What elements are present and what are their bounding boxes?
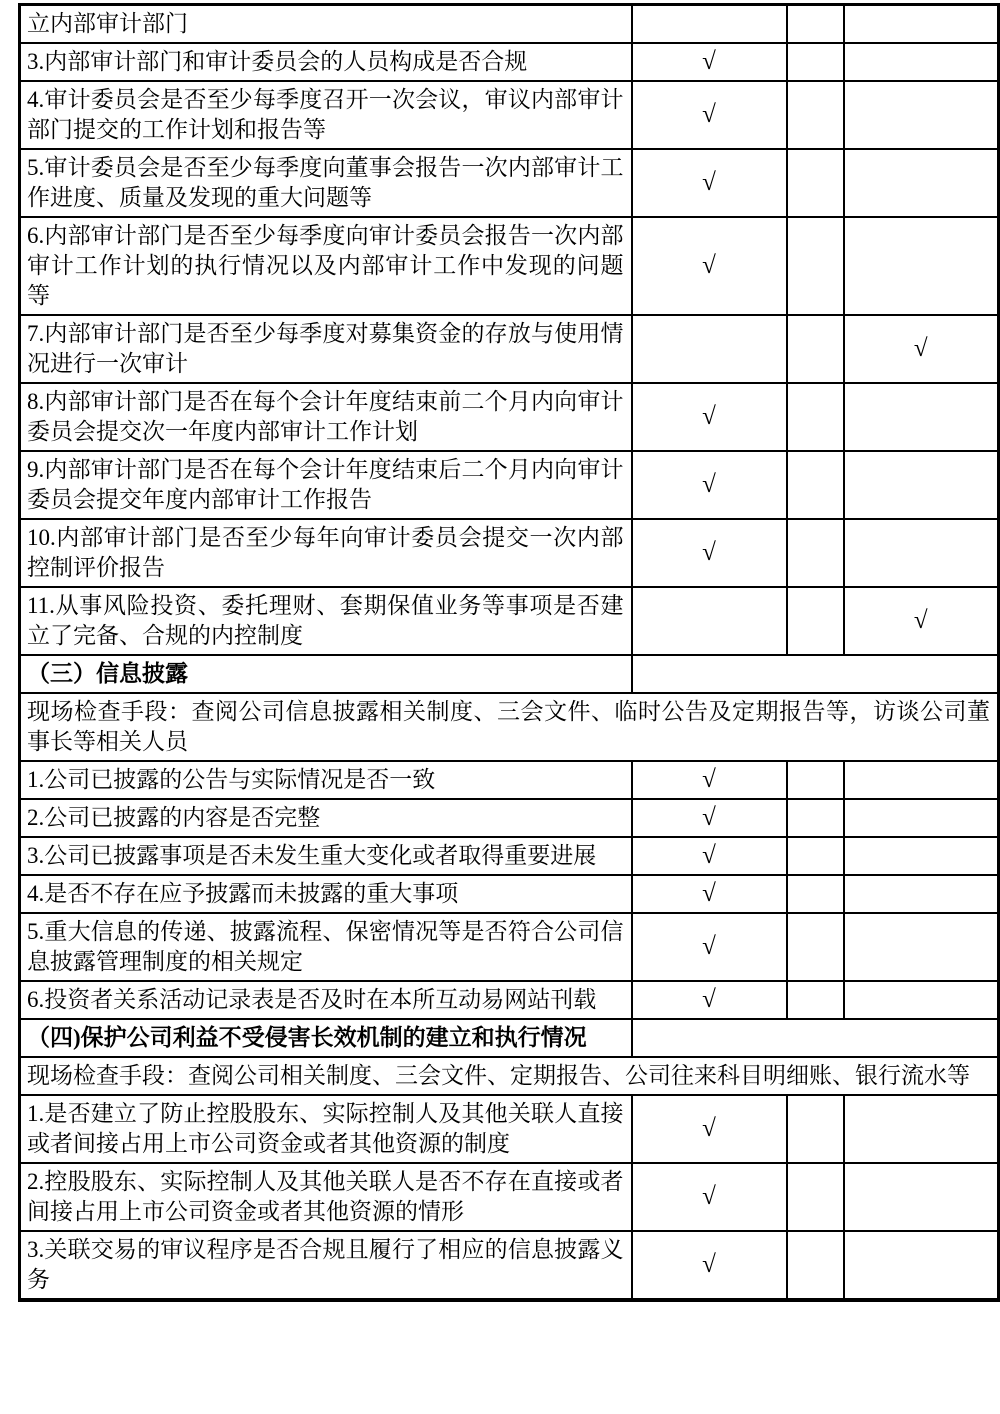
check-mark: √: [702, 48, 716, 75]
check-cell-3: [844, 1163, 999, 1231]
section-title: （四)保护公司利益不受侵害长效机制的建立和执行情况: [20, 1019, 632, 1057]
check-mark: √: [913, 607, 928, 634]
item-text: 立内部审计部门: [20, 5, 632, 44]
item-text: 2.公司已披露的内容是否完整: [20, 799, 632, 837]
check-cell-2: [787, 217, 844, 315]
item-text: 8.内部审计部门是否在每个会计年度结束前二个月内向审计委员会提交次一年度内部审计工作计划: [20, 383, 632, 451]
check-cell-1: [632, 81, 787, 149]
check-cell-2: [787, 43, 844, 81]
item-text: 5.审计委员会是否至少每季度向董事会报告一次内部审计工作进度、质量及发现的重大问题等: [20, 149, 632, 217]
check-cell-3: [844, 5, 999, 44]
item-text: 5.重大信息的传递、披露流程、保密情况等是否符合公司信息披露管理制度的相关规定: [20, 913, 632, 981]
check-cell-3: [844, 875, 999, 913]
check-cell-3: [844, 43, 999, 81]
inspection-method-row: [20, 693, 999, 761]
check-cell-1: [632, 43, 787, 81]
check-cell-1: [632, 837, 787, 875]
check-cell-2: [787, 81, 844, 149]
checklist-item-row: [20, 981, 999, 1019]
item-text: 1.公司已披露的公告与实际情况是否一致: [20, 761, 632, 799]
check-cell-2: [787, 383, 844, 451]
table-body: [20, 5, 999, 1301]
check-cell-2: [787, 875, 844, 913]
checklist-item-row: [20, 383, 999, 451]
check-cell-2: [787, 1163, 844, 1231]
checklist-item-row: [20, 761, 999, 799]
item-text: 7.内部审计部门是否至少每季度对募集资金的存放与使用情况进行一次审计: [20, 315, 632, 383]
check-mark: √: [702, 804, 716, 831]
check-cell-1: [632, 875, 787, 913]
check-mark: √: [702, 1183, 716, 1210]
checklist-item-row: [20, 799, 999, 837]
checklist-item-row: [20, 149, 999, 217]
check-cell-2: [787, 799, 844, 837]
item-text: 10.内部审计部门是否至少每年向审计委员会提交一次内部控制评价报告: [20, 519, 632, 587]
check-cell-3: [844, 519, 999, 587]
checklist-item-row: [20, 5, 999, 44]
check-cell-3: [844, 451, 999, 519]
item-text: 11.从事风险投资、委托理财、套期保值业务等事项是否建立了完备、合规的内控制度: [20, 587, 632, 655]
check-cell-3: [844, 1231, 999, 1300]
check-cell-1: [632, 5, 787, 44]
check-mark: √: [702, 986, 716, 1013]
check-mark: √: [702, 842, 716, 869]
item-text: 3.内部审计部门和审计委员会的人员构成是否合规: [20, 43, 632, 81]
check-cell-3: [844, 383, 999, 451]
check-cell-1: [632, 1163, 787, 1231]
checklist-item-row: [20, 1231, 999, 1300]
check-cell-3: [844, 587, 999, 655]
check-mark: √: [702, 403, 716, 430]
check-cell-1: [632, 1231, 787, 1300]
check-mark: √: [702, 1115, 716, 1142]
item-text: 6.投资者关系活动记录表是否及时在本所互动易网站刊载: [20, 981, 632, 1019]
checklist-item-row: [20, 913, 999, 981]
check-cell-3: [844, 1095, 999, 1163]
check-mark: √: [702, 880, 716, 907]
check-cell-3: [844, 837, 999, 875]
check-cell-2: [787, 761, 844, 799]
checklist-item-row: [20, 315, 999, 383]
check-cell-3: [844, 761, 999, 799]
check-cell-2: [787, 1095, 844, 1163]
check-cell-2: [787, 1231, 844, 1300]
check-cell-1: [632, 383, 787, 451]
checklist-item-row: [20, 837, 999, 875]
inspection-method-text: 现场检查手段：查阅公司相关制度、三会文件、定期报告、公司往来科目明细账、银行流水等: [20, 1057, 999, 1095]
check-mark: √: [702, 169, 716, 196]
checklist-item-row: [20, 519, 999, 587]
check-cell-1: [632, 761, 787, 799]
check-mark: √: [702, 101, 716, 128]
check-cell-3: [844, 81, 999, 149]
checklist-item-row: [20, 1095, 999, 1163]
check-cell-2: [787, 837, 844, 875]
section-header-row: [20, 655, 999, 693]
section-header-row: [20, 1019, 999, 1057]
check-cell-1: [632, 981, 787, 1019]
check-mark: √: [702, 471, 716, 498]
check-cell-3: [844, 149, 999, 217]
check-mark: √: [702, 933, 716, 960]
item-text: 1.是否建立了防止控股股东、实际控制人及其他关联人直接或者间接占用上市公司资金或者其他资源的制度: [20, 1095, 632, 1163]
check-cell-1: [632, 149, 787, 217]
check-cell-3: [844, 981, 999, 1019]
check-cell-1: [632, 799, 787, 837]
inspection-method-text: 现场检查手段：查阅公司信息披露相关制度、三会文件、临时公告及定期报告等，访谈公司董事长等相关人员: [20, 693, 999, 761]
check-cell-3: [844, 315, 999, 383]
section-empty-cell: [632, 655, 999, 693]
checklist-item-row: [20, 217, 999, 315]
item-text: 4.是否不存在应予披露而未披露的重大事项: [20, 875, 632, 913]
check-cell-1: [632, 1095, 787, 1163]
check-cell-2: [787, 5, 844, 44]
section-empty-cell: [632, 1019, 999, 1057]
check-cell-2: [787, 519, 844, 587]
checklist-item-row: [20, 875, 999, 913]
item-text: 6.内部审计部门是否至少每季度向审计委员会报告一次内部审计工作计划的执行情况以及内部审计工作中发现的问题等: [20, 217, 632, 315]
checklist-item-row: [20, 43, 999, 81]
check-cell-3: [844, 913, 999, 981]
checklist-item-row: [20, 81, 999, 149]
check-mark: √: [702, 539, 716, 566]
check-cell-1: [632, 451, 787, 519]
check-cell-3: [844, 217, 999, 315]
check-cell-1: [632, 519, 787, 587]
check-cell-2: [787, 981, 844, 1019]
item-text: 4.审计委员会是否至少每季度召开一次会议，审议内部审计部门提交的工作计划和报告等: [20, 81, 632, 149]
check-mark: √: [702, 1251, 716, 1278]
check-cell-2: [787, 149, 844, 217]
compliance-checklist-table: [18, 3, 1000, 1302]
check-cell-1: [632, 217, 787, 315]
checklist-item-row: [20, 587, 999, 655]
check-cell-2: [787, 913, 844, 981]
item-text: 2.控股股东、实际控制人及其他关联人是否不存在直接或者间接占用上市公司资金或者其他资源的情形: [20, 1163, 632, 1231]
item-text: 3.关联交易的审议程序是否合规且履行了相应的信息披露义务: [20, 1231, 632, 1300]
item-text: 3.公司已披露事项是否未发生重大变化或者取得重要进展: [20, 837, 632, 875]
check-cell-3: [844, 799, 999, 837]
check-cell-1: [632, 913, 787, 981]
item-text: 9.内部审计部门是否在每个会计年度结束后二个月内向审计委员会提交年度内部审计工作报告: [20, 451, 632, 519]
check-cell-2: [787, 587, 844, 655]
check-cell-2: [787, 451, 844, 519]
check-cell-1: [632, 587, 787, 655]
check-cell-2: [787, 315, 844, 383]
inspection-method-row: [20, 1057, 999, 1095]
checklist-item-row: [20, 1163, 999, 1231]
checklist-item-row: [20, 451, 999, 519]
check-cell-1: [632, 315, 787, 383]
check-mark: √: [702, 766, 716, 793]
section-title: （三）信息披露: [20, 655, 632, 693]
check-mark: √: [913, 335, 928, 362]
check-mark: √: [702, 252, 716, 279]
